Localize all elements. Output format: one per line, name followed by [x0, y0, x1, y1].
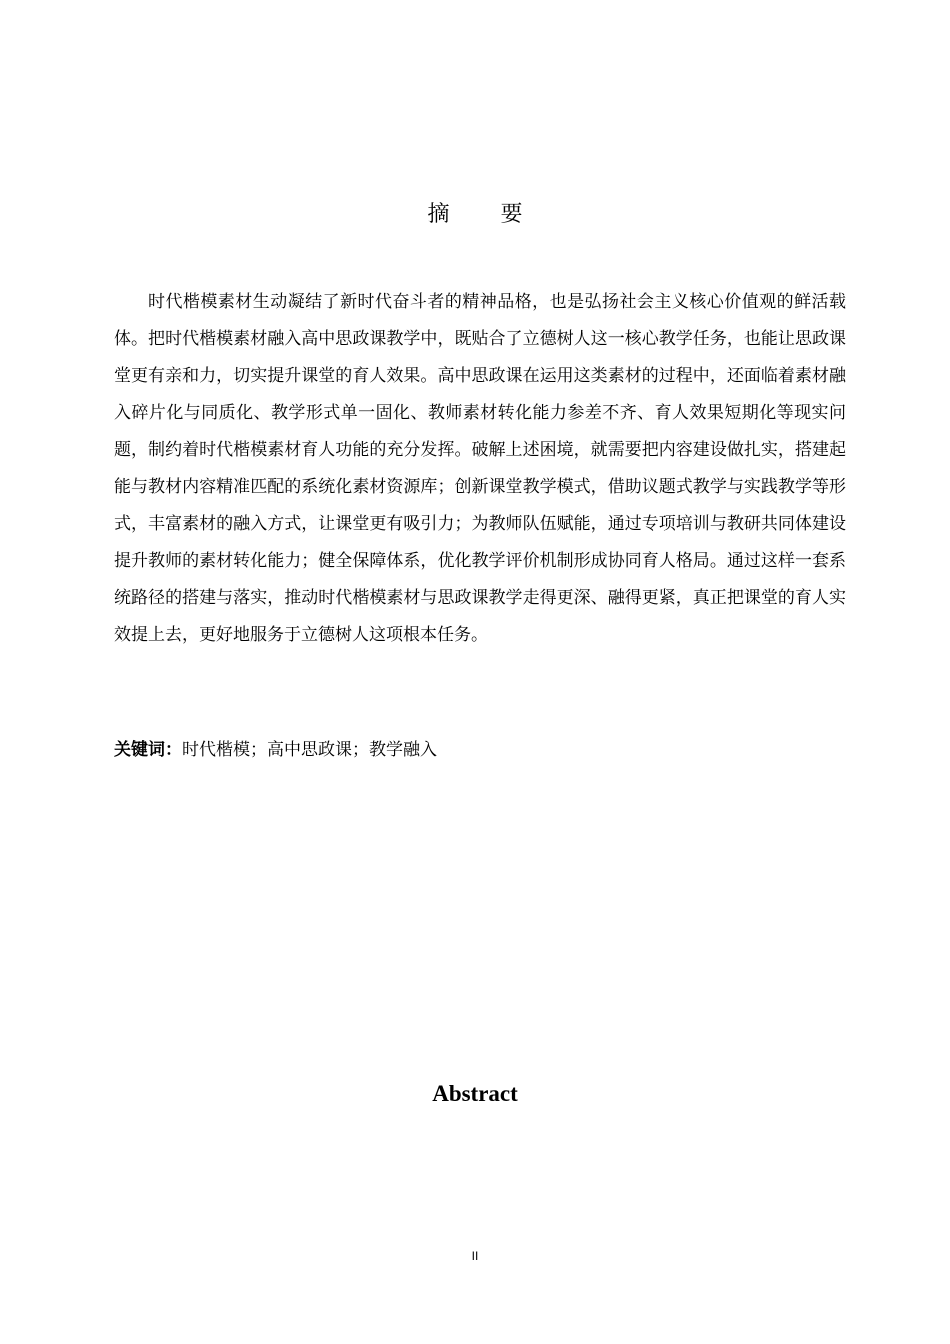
- keywords-line: [114, 732, 846, 769]
- keywords-label: 关键词：: [114, 740, 182, 760]
- chinese-abstract-heading: 摘 要: [427, 202, 545, 227]
- english-abstract-heading: Abstract: [432, 1081, 518, 1106]
- keywords-text: 时代楷模；高中思政课；教学融入: [182, 740, 437, 760]
- page-number: II: [471, 1249, 479, 1263]
- abstract-paragraph: 时代楷模素材生动凝结了新时代奋斗者的精神品格，也是弘扬社会主义核心价值观的鲜活载体。把时代楷模素材融入高中思政课教学中，既贴合了立德树人这一核心教学任务，也能让思政课堂更有亲和力，切实提升课堂的育人效果。高中思政课在运用这类素材的过程中，还面临着素材融入碎片化与同质化、教学形式单一固化、教师素材转化能力参差不齐、育人效果短期化等现实问题，制约着时代楷模素材育人功能的充分发挥。破解上述困境，就需要把内容建设做扎实，搭建起能与教材内容精准匹配的系统化素材资源库；创新课堂教学模式，借助议题式教学与实践教学等形式，丰富素材的融入方式，让课堂更有吸引力；为教师队伍赋能，通过专项培训与教研共同体建设提升教师的素材转化能力；健全保障体系，优化教学评价机制形成协同育人格局。通过这样一套系统路径的搭建与落实，推动时代楷模素材与思政课教学走得更深、融得更紧，真正把课堂的育人实效提上去，更好地服务于立德树人这项根本任务。: [114, 292, 846, 645]
